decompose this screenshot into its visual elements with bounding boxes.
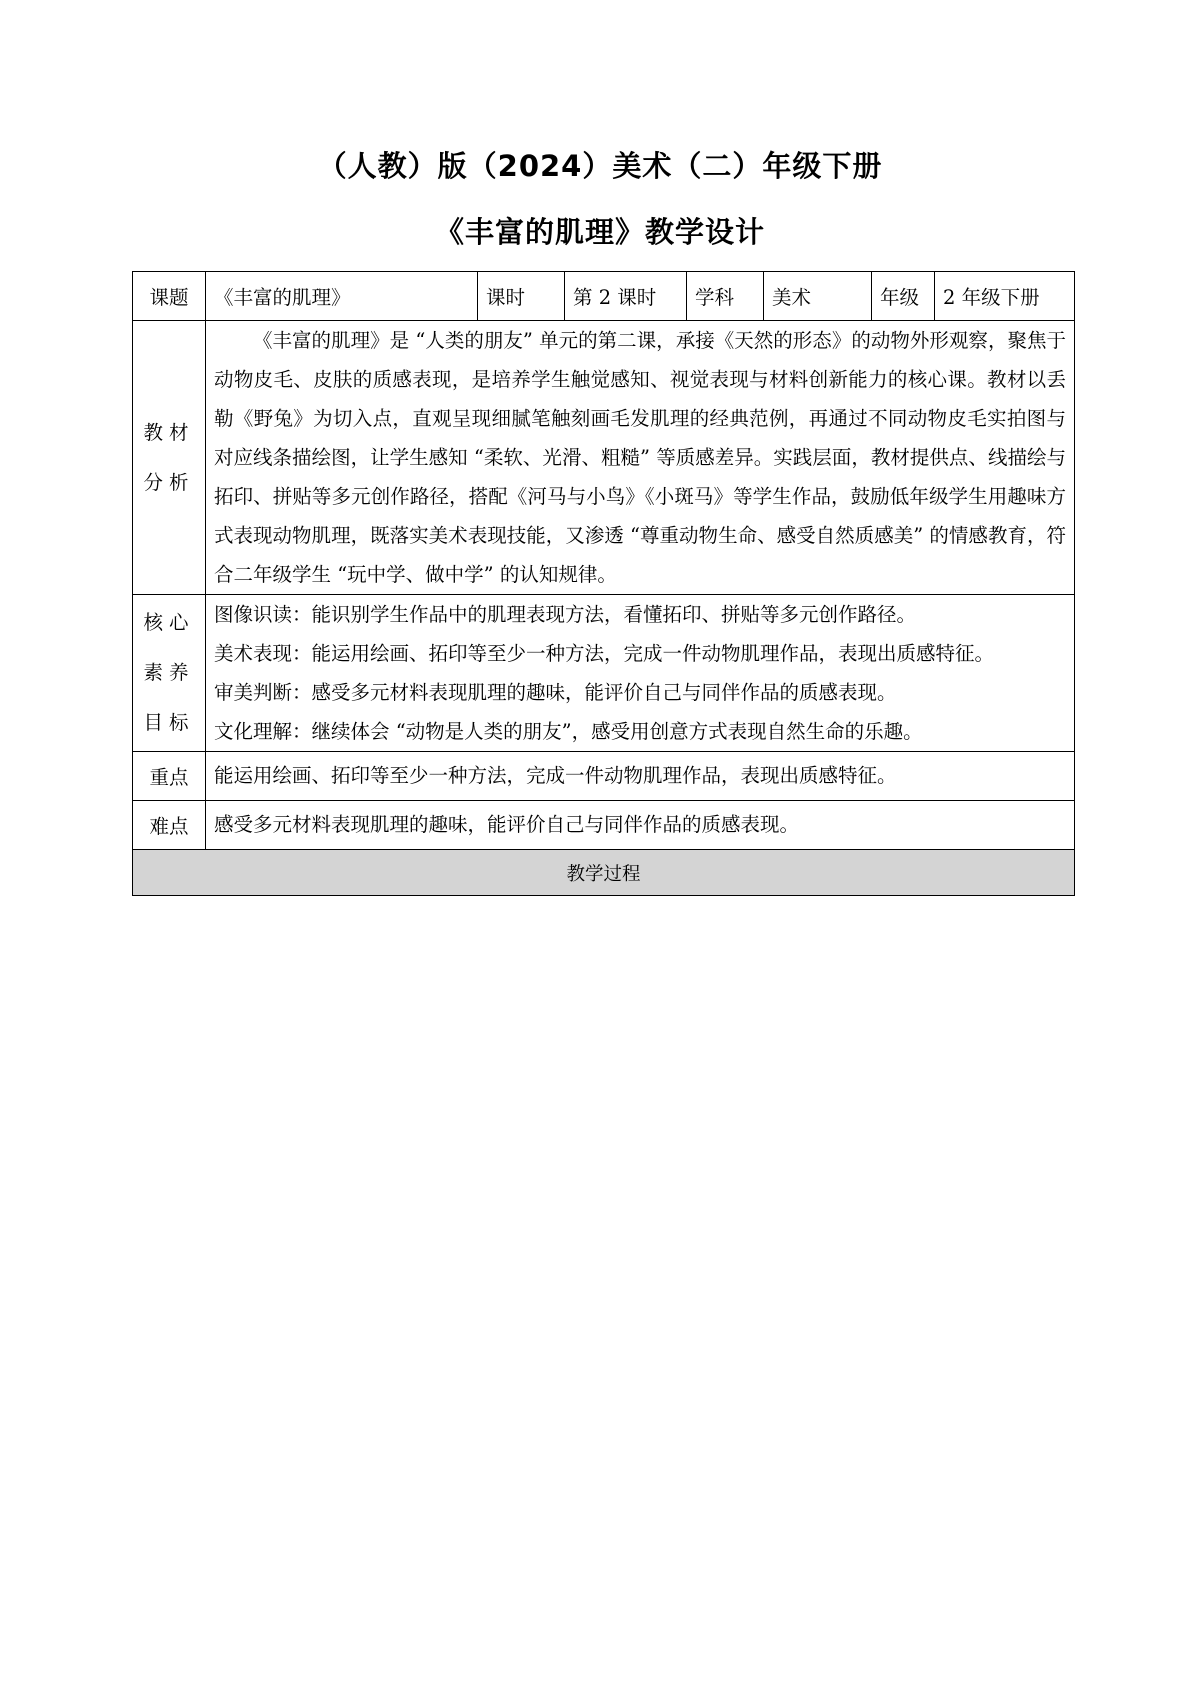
topic-label: 课题 (133, 272, 206, 321)
process-header: 教学过程 (133, 850, 1075, 896)
goals-label (133, 595, 206, 752)
goal-item-aesthetic-judgment: 审美判断：感受多元材料表现肌理的趣味，能评价自己与同伴作品的质感表现。 (214, 681, 897, 704)
analysis-label-line2: 分析 (143, 470, 195, 494)
analysis-content (206, 321, 1075, 595)
goals-label-line1: 核心 (143, 611, 195, 634)
difficulty-text: 感受多元材料表现肌理的趣味，能评价自己与同伴作品的质感表现。 (206, 801, 1075, 850)
goals-label-line2: 素养 (143, 661, 195, 684)
goal-item-art-expression: 美术表现：能运用绘画、拓印等至少一种方法，完成一件动物肌理作品，表现出质感特征。 (214, 642, 995, 665)
goals-label-line3: 目标 (143, 711, 195, 734)
difficulty-label: 难点 (133, 801, 206, 850)
goal-item-cultural-understanding: 文化理解：继续体会 “动物是人类的朋友”，感受用创意方式表现自然生命的乐趣。 (214, 720, 923, 743)
grade-label: 年级 (872, 272, 935, 321)
subject-value: 美术 (764, 272, 872, 321)
document-subtitle: 《丰富的肌理》教学设计 (434, 215, 765, 249)
period-value: 第 2 课时 (565, 272, 687, 321)
goal-item-image-reading: 图像识读：能识别学生作品中的肌理表现方法，看懂拓印、拼贴等多元创作路径。 (214, 603, 917, 626)
goals-row (133, 595, 1075, 752)
analysis-label-line1: 教材 (143, 420, 195, 444)
topic-value: 《丰富的肌理》 (206, 272, 478, 321)
key-point-text: 能运用绘画、拓印等至少一种方法，完成一件动物肌理作品，表现出质感特征。 (206, 752, 1075, 801)
period-label: 课时 (478, 272, 565, 321)
grade-value: 2 年级下册 (935, 272, 1075, 321)
key-point-label: 重点 (133, 752, 206, 801)
key-point-row (133, 752, 1075, 801)
goals-content (206, 595, 1075, 752)
subject-label: 学科 (687, 272, 764, 321)
document-title: （人教）版（2024）美术（二）年级下册 (317, 149, 883, 183)
analysis-row (133, 321, 1075, 595)
difficulty-row (133, 801, 1075, 850)
analysis-label (133, 321, 206, 595)
info-row (133, 272, 1075, 321)
analysis-paragraph: 《丰富的肌理》是 “人类的朋友” 单元的第二课，承接《天然的形态》的动物外形观察，聚焦于动物皮毛、皮肤的质感表现，是培养学生触觉感知、视觉表现与材料创新能力的核心课。教材以丢勒《野兔》为切入点，直观呈现细腻笔触刻画毛发肌理的经典范例，再通过不同动物皮毛实拍图与对应线条描绘图，让学生感知 “柔软、光滑、粗糙” 等质感差异。实践层面，教材提供点、线描绘与拓印、拼贴等多元创作路径，搭配《河马与小鸟》《小斑马》等学生作品，鼓励低年级学生用趣味方式表现动物肌理，既落实美术表现技能，又渗透 “尊重动物生命、感受自然质感美” 的情感教育，符合二年级学生 “玩中学、做中学” 的认知规律。 (214, 329, 1066, 586)
lesson-plan-table (132, 271, 1075, 896)
process-row (133, 850, 1075, 896)
